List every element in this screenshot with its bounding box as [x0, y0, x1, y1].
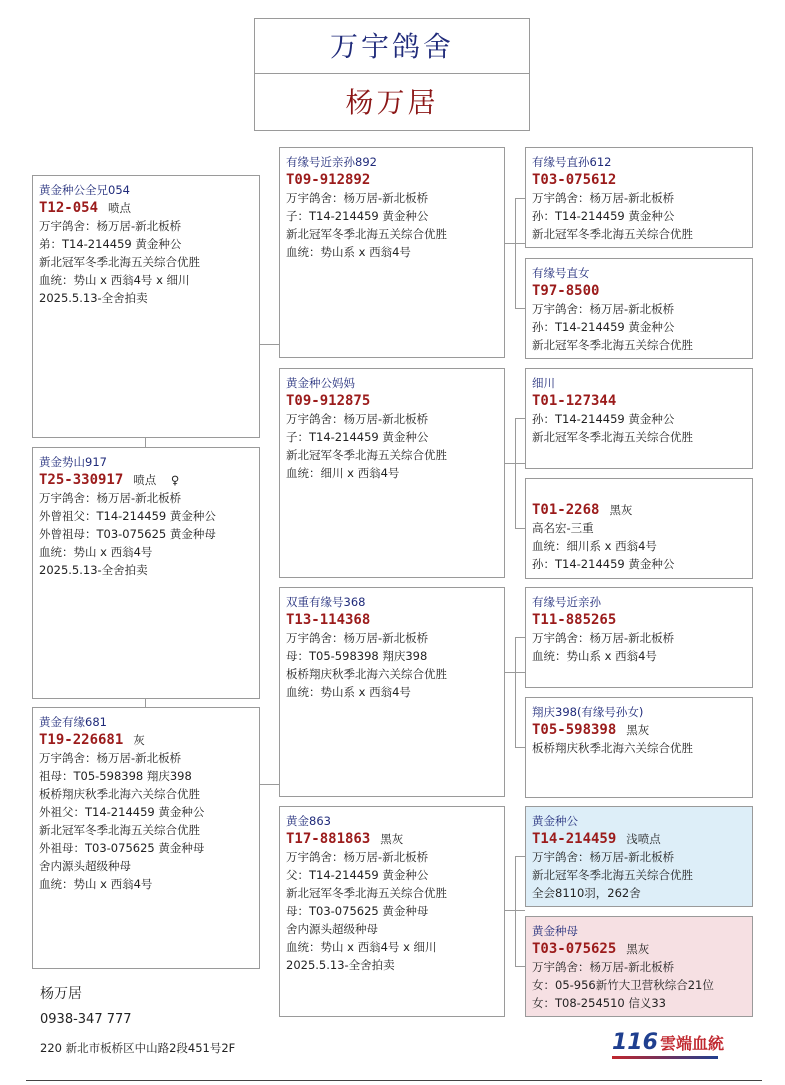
detail-line: 万宇鸽舍：杨万居-新北板桥 — [286, 631, 429, 645]
bird-name: 翔庆398(有缘号孙女) — [532, 705, 644, 719]
detail-line: 血统：细川系 x 西翁4号 — [532, 539, 657, 553]
detail-line: 母：T05-598398 翔庆398 — [286, 649, 428, 663]
bird-name: 黄金种公全兄054 — [39, 183, 130, 197]
detail-line: 板桥翔庆秋季北海六关综合优胜 — [532, 741, 693, 755]
detail-line: 全会8110羽，262舍 — [532, 886, 641, 900]
detail-line: 万宇鸽舍：杨万居-新北板桥 — [532, 191, 675, 205]
detail-line: 父：T14-214459 黄金种公 — [286, 868, 429, 882]
owner-address: 220 新北市板桥区中山路2段451号2F — [40, 1041, 236, 1055]
detail-line: 外曾祖母：T03-075625 黄金种母 — [39, 527, 216, 541]
pedigree-card-gg5[interactable] — [525, 587, 753, 688]
connector-line — [515, 966, 525, 967]
detail-line: 新北冠军冬季北海五关综合优胜 — [532, 430, 693, 444]
detail-line: 血统：势山 x 西翁4号 x 细川 — [39, 273, 190, 287]
detail-line: 万宇鸽舍：杨万居-新北板桥 — [39, 491, 182, 505]
detail-line: 血统：势山系 x 西翁4号 — [532, 649, 657, 663]
bottom-divider — [26, 1080, 762, 1081]
color-note: 黑灰 — [380, 832, 404, 846]
detail-line: 高名宏-三重 — [532, 521, 594, 535]
ring-number: T14-214459 — [532, 831, 617, 847]
ring-number: T09-912875 — [286, 393, 371, 409]
detail-line: 板桥翔庆秋季北海六关综合优胜 — [286, 667, 447, 681]
detail-line: 新北冠军冬季北海五关综合优胜 — [39, 823, 200, 837]
connector-line — [515, 418, 525, 419]
detail-line: 万宇鸽舍：杨万居-新北板桥 — [286, 850, 429, 864]
detail-line: 母：T03-075625 黄金种母 — [286, 904, 429, 918]
connector-line — [515, 637, 525, 638]
detail-line: 万宇鸽舍：杨万居-新北板桥 — [286, 191, 429, 205]
pedigree-card-gg8[interactable] — [525, 916, 753, 1017]
bird-name: 黄金有缘681 — [39, 715, 107, 729]
detail-line: 子：T14-214459 黄金种公 — [286, 209, 429, 223]
ring-number: T09-912892 — [286, 172, 371, 188]
connector-line — [145, 438, 146, 447]
pedigree-card-sire-dam[interactable] — [279, 368, 505, 578]
pedigree-card-gg6[interactable] — [525, 697, 753, 798]
connector-line — [515, 308, 525, 309]
connector-line — [260, 784, 279, 785]
pedigree-card-sire-sire[interactable] — [279, 147, 505, 358]
detail-line: 万宇鸽舍：杨万居-新北板桥 — [39, 219, 182, 233]
pedigree-card-subject[interactable] — [32, 447, 260, 699]
detail-line: 万宇鸽舍：杨万居-新北板桥 — [39, 751, 182, 765]
detail-line: 万宇鸽舍：杨万居-新北板桥 — [532, 302, 675, 316]
pedigree-card-dam[interactable] — [32, 707, 260, 969]
detail-line: 血统：势山 x 西翁4号 — [39, 545, 153, 559]
bird-name: 黄金势山917 — [39, 455, 107, 469]
bird-name: 黄金种公 — [532, 814, 578, 828]
ring-number: T17-881863 — [286, 831, 371, 847]
color-note: 黑灰 — [626, 942, 650, 956]
connector-line — [515, 637, 516, 747]
color-note: 黑灰 — [626, 723, 650, 737]
connector-line — [515, 747, 525, 748]
detail-line: 2025.5.13-全舍拍卖 — [39, 291, 148, 305]
connector-line — [145, 699, 146, 707]
detail-line: 新北冠军冬季北海五关综合优胜 — [286, 448, 447, 462]
detail-line: 弟：T14-214459 黄金种公 — [39, 237, 182, 251]
bird-name: 有缘号直女 — [532, 266, 590, 280]
detail-line: 万宇鸽舍：杨万居-新北板桥 — [532, 850, 675, 864]
connector-line — [515, 856, 525, 857]
connector-line — [260, 344, 279, 345]
ring-number: T25-330917 — [39, 472, 124, 488]
pedigree-card-gg7[interactable] — [525, 806, 753, 907]
detail-line: 孙：T14-214459 黄金种公 — [532, 209, 675, 223]
detail-line: 女：05-956新竹大卫营秋综合21位 — [532, 978, 714, 992]
bird-name: 黄金种公妈妈 — [286, 376, 355, 390]
detail-line: 外祖母：T03-075625 黄金种母 — [39, 841, 205, 855]
ring-number: T97-8500 — [532, 283, 600, 299]
pedigree-card-gg4[interactable] — [525, 478, 753, 579]
logo-underline — [612, 1056, 718, 1059]
site-logo[interactable] — [612, 1030, 724, 1055]
ring-number: T11-885265 — [532, 612, 617, 628]
owner-name: 杨万居 — [40, 986, 82, 1002]
ring-number: T01-2268 — [532, 502, 600, 518]
owner-contact — [40, 983, 235, 1059]
owner-phone: 0938-347 777 — [40, 1012, 132, 1027]
connector-line — [515, 856, 516, 966]
pedigree-card-sire[interactable] — [32, 175, 260, 438]
pedigree-card-gg1[interactable] — [525, 147, 753, 248]
detail-line: 新北冠军冬季北海五关综合优胜 — [532, 868, 693, 882]
pedigree-card-dam-dam[interactable] — [279, 806, 505, 1017]
bird-name: 双重有缘号368 — [286, 595, 366, 609]
ring-number: T03-075612 — [532, 172, 617, 188]
detail-line: 女：T08-254510 信义33 — [532, 996, 666, 1010]
color-note: 黑灰 — [609, 503, 633, 517]
detail-line: 子：T14-214459 黄金种公 — [286, 430, 429, 444]
ring-number: T05-598398 — [532, 722, 617, 738]
detail-line: 血统：势山 x 西翁4号 — [39, 877, 153, 891]
detail-line: 新北冠军冬季北海五关综合优胜 — [286, 886, 447, 900]
ring-number: T13-114368 — [286, 612, 371, 628]
detail-line: 祖母：T05-598398 翔庆398 — [39, 769, 192, 783]
detail-line: 外祖父：T14-214459 黄金种公 — [39, 805, 205, 819]
connector-line — [515, 418, 516, 528]
bird-name: 黄金种母 — [532, 924, 578, 938]
pedigree-card-gg2[interactable] — [525, 258, 753, 359]
color-note: 灰 — [133, 733, 145, 747]
owner-title: 杨万居 — [254, 73, 530, 131]
pedigree-card-dam-sire[interactable] — [279, 587, 505, 797]
bird-name: 细川 — [532, 376, 555, 390]
detail-line: 2025.5.13-全舍拍卖 — [39, 563, 148, 577]
detail-line: 新北冠军冬季北海五关综合优胜 — [39, 255, 200, 269]
ring-number: T12-054 — [39, 200, 99, 216]
pedigree-card-gg3[interactable] — [525, 368, 753, 469]
connector-line — [515, 198, 525, 199]
color-note: 喷点 — [108, 201, 132, 215]
loft-title: 万宇鸽舍 — [254, 18, 530, 74]
ring-number: T03-075625 — [532, 941, 617, 957]
bird-name: 有缘号近亲孙 — [532, 595, 601, 609]
bird-name: 有缘号直孙612 — [532, 155, 612, 169]
detail-line: 血统：细川 x 西翁4号 — [286, 466, 400, 480]
detail-line: 血统：势山系 x 西翁4号 — [286, 245, 411, 259]
detail-line: 舍内源头超级种母 — [39, 859, 131, 873]
detail-line: 孙：T14-214459 黄金种公 — [532, 320, 675, 334]
detail-line: 孙：T14-214459 黄金种公 — [532, 412, 675, 426]
detail-line: 2025.5.13-全舍拍卖 — [286, 958, 395, 972]
ring-number: T01-127344 — [532, 393, 617, 409]
detail-line: 血统：势山系 x 西翁4号 — [286, 685, 411, 699]
detail-line: 新北冠军冬季北海五关综合优胜 — [532, 338, 693, 352]
detail-line: 板桥翔庆秋季北海六关综合优胜 — [39, 787, 200, 801]
color-note: 喷点 ♀ — [133, 473, 180, 487]
connector-line — [515, 528, 525, 529]
detail-line: 孙：T14-214459 黄金种公 — [532, 557, 675, 571]
logo-text: 雲端血統 — [659, 1034, 724, 1053]
bird-name: 黄金863 — [286, 814, 331, 828]
detail-line: 万宇鸽舍：杨万居-新北板桥 — [532, 960, 675, 974]
detail-line: 万宇鸽舍：杨万居-新北板桥 — [286, 412, 429, 426]
color-note: 浅喷点 — [626, 832, 661, 846]
bird-name: 有缘号近亲孙892 — [286, 155, 377, 169]
logo-number: 116 — [612, 1030, 658, 1055]
ring-number: T19-226681 — [39, 732, 124, 748]
detail-line: 外曾祖父：T14-214459 黄金种公 — [39, 509, 216, 523]
detail-line: 新北冠军冬季北海五关综合优胜 — [286, 227, 447, 241]
detail-line: 新北冠军冬季北海五关综合优胜 — [532, 227, 693, 241]
detail-line: 舍内源头超级种母 — [286, 922, 378, 936]
connector-line — [515, 198, 516, 308]
detail-line: 血统：势山 x 西翁4号 x 细川 — [286, 940, 437, 954]
detail-line: 万宇鸽舍：杨万居-新北板桥 — [532, 631, 675, 645]
